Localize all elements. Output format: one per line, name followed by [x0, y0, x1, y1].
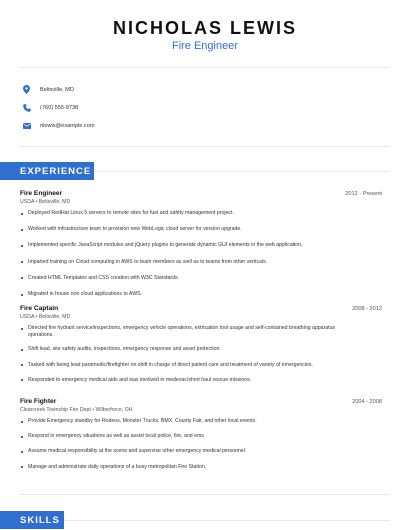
phone-text: (760) 555-9738 [40, 104, 79, 111]
contact-email [22, 121, 95, 130]
list-item: Tasked with being lead paramedic/firefighter on shift in charge of direct patient care and treatment of variety of emergencies. [20, 362, 382, 369]
job-org: USDA • Beltsville, MD [20, 314, 71, 320]
list-item: Assume medical responsibility at the scene and supervise other emergency medical personnel. [20, 448, 382, 455]
contact-divider [20, 146, 390, 147]
job-title: Fire Captain [20, 305, 59, 312]
job-dates: 2004 - 2008 [352, 399, 382, 405]
list-item: Directed fire hydrant service/inspections, emergency vehicle operations, extrication tool usage and self-contained breathing apparatus operations. [20, 325, 358, 339]
list-item: Created HTML Templates and CSS creation with W3C Standards. [20, 275, 382, 282]
job-title-heading: Fire Engineer [171, 40, 239, 52]
email-text: nlewis@example.com [40, 122, 95, 129]
list-item: Deployed RedHat Linux 5 servers to remote sites for fuel and safety management project. [20, 210, 382, 217]
list-item: Provide Emergency standby for Rodeos, Monster Trucks, BMX, County Fair, and other local events. [20, 418, 382, 425]
job-entry [20, 305, 382, 384]
experience-divider [20, 494, 390, 495]
job-dates: 2008 - 2012 [352, 306, 382, 312]
list-item: Responded to emergency medical aids and was involved in medevac/short haul rescue missions. [20, 377, 382, 384]
experience-heading-line [94, 171, 390, 172]
location-text: Beltsville, MD [40, 86, 74, 93]
list-item: Respond to emergency situations as well as assist local police, fire, and ems. [20, 433, 382, 440]
envelope-icon [22, 121, 31, 130]
job-title: Fire Engineer [20, 190, 63, 197]
job-title: Fire Fighter [20, 398, 57, 405]
list-item: Migrated in house non cloud applications to AWS. [20, 291, 382, 298]
list-item: Implemented specific JavaScript modules and jQuery plugins to generate dynamic GUI elements in the web application. [20, 242, 382, 249]
job-org: Clearcreek Township Fire Dept • Wilberforce, OH [20, 407, 133, 413]
location-pin-icon [22, 85, 31, 94]
candidate-name: NICHOLAS LEWIS [113, 18, 297, 38]
contact-location [22, 85, 74, 94]
list-item: Worked with infrastructure team to provision new WebLogic cloud server for version upgrade. [20, 226, 382, 233]
job-entry [20, 398, 382, 471]
job-entry [20, 190, 382, 298]
list-item: Shift lead, site safety audits, inspections, emergency response and asset protection [20, 346, 382, 353]
header-divider [20, 67, 390, 68]
contact-phone [22, 103, 78, 112]
experience-heading-text: EXPERIENCE [20, 165, 92, 177]
job-bullets [20, 210, 382, 298]
job-org: USDA • Beltsville, MD [20, 199, 71, 205]
experience-heading [0, 162, 94, 180]
skills-heading [0, 511, 64, 529]
phone-icon [22, 103, 31, 112]
job-dates: 2012 - Present [345, 191, 382, 197]
skills-heading-text: SKILLS [20, 514, 60, 526]
list-item: Imparted training on Cloud computing in AWS to team members as well as to teams from other verticals. [20, 259, 382, 266]
skills-heading-line [64, 520, 390, 521]
list-item: Manage and administrate daily operations of a busy metropolitan Fire Station. [20, 464, 382, 471]
job-bullets [20, 418, 382, 471]
job-bullets [20, 325, 382, 384]
